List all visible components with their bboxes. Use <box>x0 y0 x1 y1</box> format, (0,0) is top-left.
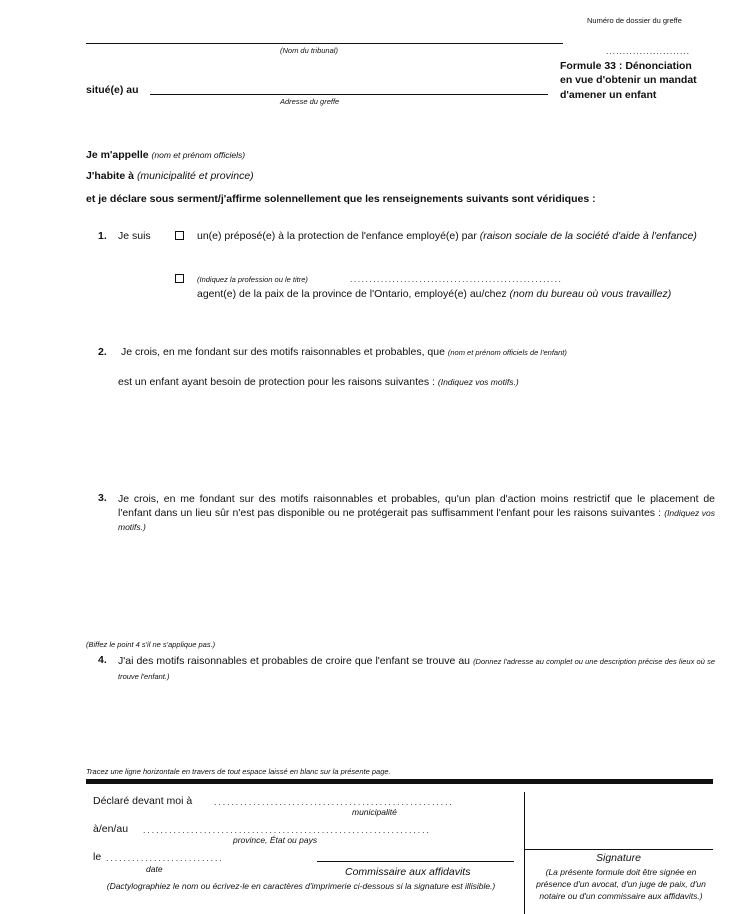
court-address-label: Adresse du greffe <box>280 97 340 106</box>
option-a-hint: (raison sociale de la société d'aide à l'enfance) <box>479 230 697 242</box>
item3-text: Je crois, en me fondant sur des motifs raisonnables et probables, qu'un plan d'action moins restrictif que le placement de l'enfant dans un lieu sûr n'est pas disponible ou ne protégerait pas suffisamment l'enfant pour les raisons suivantes : <box>118 493 715 519</box>
option-a-text <box>197 230 715 243</box>
item4-number: 4. <box>98 654 107 666</box>
item2-number: 2. <box>98 346 107 358</box>
item3-body <box>118 492 715 534</box>
oath-text: et je déclare sous serment/j'affirme solennellement que les renseignements suivants sont véridiques : <box>86 193 596 205</box>
declared-label: Déclaré devant moi à <box>93 795 193 807</box>
on-label: le <box>93 851 102 863</box>
item2-line2: est un enfant ayant besoin de protection pour les raisons suivantes : <box>118 376 435 388</box>
name-row <box>86 149 245 161</box>
date-label: date <box>146 864 163 874</box>
commissioner-label: Commissaire aux affidavits <box>345 866 471 878</box>
province-dots[interactable]: .................................................................. <box>143 825 431 835</box>
form-title-line1: Formule 33 : Dénonciation <box>560 60 692 72</box>
item2-line2-row <box>118 376 519 388</box>
item4-text: J'ai des motifs raisonnables et probables de croire que l'enfant se trouve au <box>118 655 471 667</box>
option-a-checkbox[interactable] <box>175 231 184 240</box>
option-b-hint: (Indiquez la profession ou le titre) <box>197 275 308 284</box>
form-title-line3: d'amener un enfant <box>560 89 657 101</box>
name-label: Je m'appelle <box>86 149 149 161</box>
court-address-line[interactable] <box>150 94 548 95</box>
signature-label: Signature <box>596 852 641 864</box>
court-name-line[interactable] <box>86 43 563 44</box>
live-hint: (municipalité et province) <box>136 170 254 182</box>
live-row <box>86 170 254 182</box>
option-b-text <box>197 288 715 301</box>
date-dots[interactable]: ........................... <box>106 853 224 863</box>
municipality-label: municipalité <box>352 807 397 817</box>
province-label: province, État ou pays <box>233 835 318 845</box>
form-title-line2: en vue d'obtenir un mandat <box>560 74 697 86</box>
item4-hint: (Donnez l'adresse au complet ou une description précise des lieux où se trouve l'enfant.) <box>118 657 715 681</box>
option-b-checkbox[interactable] <box>175 274 184 283</box>
file-number-label: Numéro de dossier du greffe <box>587 16 682 25</box>
in-at-label: à/en/au <box>93 823 129 835</box>
option-a-label: un(e) préposé(e) à la protection de l'enfance employé(e) par <box>197 230 477 242</box>
footer-rule <box>86 779 713 784</box>
item4-body <box>118 654 715 684</box>
item2-line2-hint: (Indiquez vos motifs.) <box>437 377 519 387</box>
item3-hint: (Indiquez vos motifs.) <box>118 508 716 532</box>
commissioner-note: (Dactylographiez le nom ou écrivez-le en caractères d'imprimerie ci-dessous si la signature est illisible.) <box>106 881 496 891</box>
file-number-dots: ......................... <box>606 46 691 56</box>
option-b-hint2: (nom du bureau où vous travaillez) <box>509 288 672 300</box>
strike-note: (Biffez le point 4 s'il ne s'applique pas.) <box>86 640 216 649</box>
name-hint: (nom et prénom officiels) <box>151 150 246 160</box>
signature-divider <box>524 792 525 914</box>
item2-row <box>121 346 567 358</box>
option-b-dots: ....................................................... <box>350 274 563 284</box>
blank-note: Tracez une ligne horizontale en travers de tout espace laissé en blanc sur la présente page. <box>86 767 391 776</box>
option-b-label: agent(e) de la paix de la province de l'Ontario, employé(e) au/chez <box>197 288 507 300</box>
signature-note: (La présente formule doit être signée en présence d'un avocat, d'un juge de paix, d'un notaire ou d'un commissaire aux affidavits.) <box>536 867 706 901</box>
commissioner-line[interactable] <box>317 861 514 862</box>
item1-number: 1. <box>98 230 107 242</box>
court-name-label: (Nom du tribunal) <box>280 46 338 55</box>
item2-hint: (nom et prénom officiels de l'enfant) <box>447 348 567 357</box>
item1-lead: Je suis <box>118 230 151 242</box>
item3-number: 3. <box>98 492 107 504</box>
live-label: J'habite à <box>86 170 135 182</box>
item2-text: Je crois, en me fondant sur des motifs raisonnables et probables, que <box>121 346 445 358</box>
located-at-label: situé(e) au <box>86 84 139 96</box>
signature-line[interactable] <box>524 849 713 850</box>
declared-dots[interactable]: ....................................................... <box>214 797 454 807</box>
